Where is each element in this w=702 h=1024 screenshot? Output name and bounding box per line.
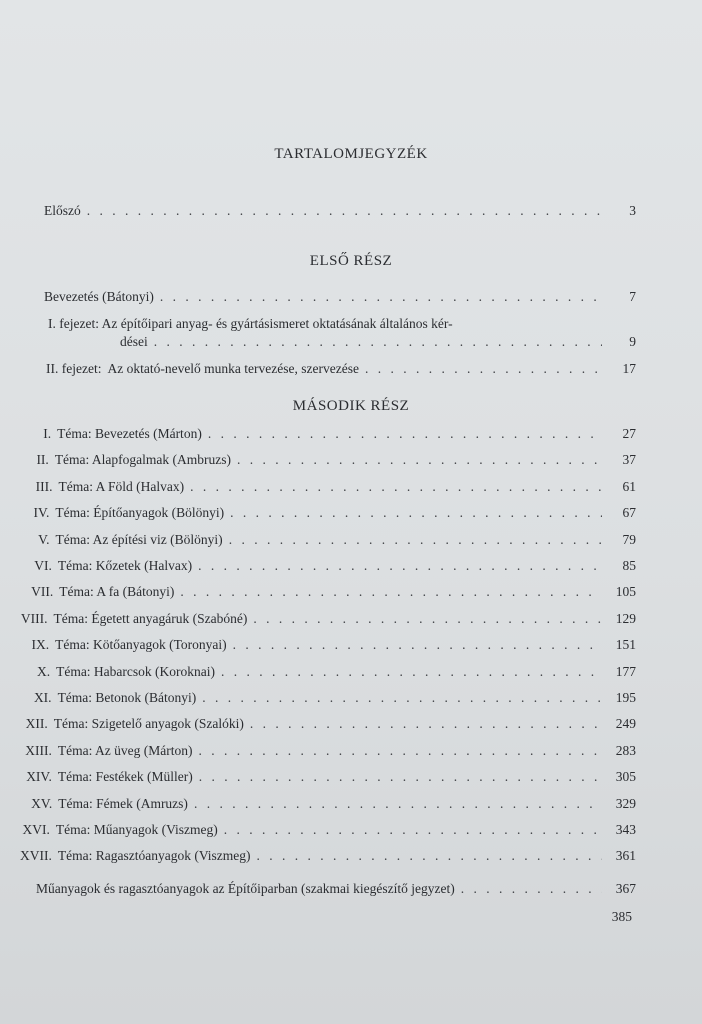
entry-title: Téma: Alapfogalmak (Ambruzs) <box>54 452 232 467</box>
toc-entry-intro <box>44 289 636 305</box>
entry-title: Téma: A fa (Bátonyi) <box>59 584 175 599</box>
entry-page: 343 <box>615 822 636 837</box>
dot-leader <box>154 334 602 350</box>
topic-number: II. <box>36 452 49 467</box>
entry-title: Téma: Ragasztóanyagok (Viszmeg) <box>57 848 251 863</box>
toc-entry-topic <box>20 452 636 468</box>
dot-leader <box>199 769 602 785</box>
entry-page: 329 <box>615 796 636 811</box>
part2-heading: MÁSODIK RÉSZ <box>292 398 410 414</box>
topic-number: XVII. <box>20 848 52 863</box>
toc-entry-topic <box>20 743 636 759</box>
toc-entry-topic <box>20 505 636 521</box>
entry-page: 67 <box>622 505 636 520</box>
toc-entry-topic <box>20 769 636 785</box>
part1-heading: ELSŐ RÉSZ <box>309 253 393 269</box>
dot-leader <box>194 796 602 812</box>
entry-page: 105 <box>615 584 636 599</box>
topic-number: XIII. <box>25 743 52 758</box>
entry-title: Bevezetés (Bátonyi) <box>44 289 154 304</box>
toc-entry-topic <box>20 637 636 653</box>
toc-entry-chapter2 <box>46 361 636 377</box>
toc-entry-topic <box>20 584 636 600</box>
topic-number: VIII. <box>20 611 48 626</box>
toc-entry-topic <box>20 716 636 732</box>
entry-title: Téma: Kötőanyagok (Toronyai) <box>55 637 227 652</box>
dot-leader <box>237 452 602 468</box>
dot-leader <box>198 558 602 574</box>
entry-page: 249 <box>615 716 636 731</box>
entry-title: Téma: Bevezetés (Márton) <box>57 426 202 441</box>
toc-entry-supplement <box>36 881 636 897</box>
dot-leader <box>365 361 602 377</box>
entry-page: 27 <box>622 426 636 441</box>
chapter-title-line2: dései <box>120 334 148 349</box>
dot-leader <box>202 690 602 706</box>
toc-entry-foreword <box>44 203 636 219</box>
entry-title: Téma: Szigetelő anyagok (Szalóki) <box>53 716 244 731</box>
topic-number: III. <box>35 479 53 494</box>
last-page-number: 385 <box>611 909 632 924</box>
dot-leader <box>160 289 602 305</box>
chapter-number: II. fejezet: <box>46 361 102 376</box>
dot-leader <box>233 637 602 653</box>
dot-leader <box>224 822 602 838</box>
toc-entry-topic <box>20 479 636 495</box>
entry-page: 61 <box>622 479 636 494</box>
entry-page: 151 <box>615 637 636 652</box>
dot-leader <box>229 532 602 548</box>
entry-page: 305 <box>615 769 636 784</box>
topic-number: X. <box>36 664 51 679</box>
toc-entry-chapter1-line1 <box>48 316 453 332</box>
toc-entry-topic <box>20 664 636 680</box>
dot-leader <box>221 664 602 680</box>
chapter-number: I. fejezet: <box>48 316 99 331</box>
entry-title: Előszó <box>44 203 81 218</box>
chapter-title-line1: Az építőipari anyag- és gyártásismeret oktatásának általános kér- <box>101 316 453 331</box>
entry-title: Téma: Festékek (Müller) <box>57 769 193 784</box>
topic-number: VI. <box>34 558 52 573</box>
topic-number: I. <box>43 426 52 441</box>
dot-leader <box>87 203 602 219</box>
entry-title: Téma: Betonok (Bátonyi) <box>57 690 197 705</box>
entry-title: Téma: Égetett anyagáruk (Szabóné) <box>53 611 248 626</box>
dot-leader <box>180 584 602 600</box>
entry-title: Téma: A Föld (Halvax) <box>58 479 185 494</box>
entry-page: 361 <box>615 848 636 863</box>
topic-number: XII. <box>25 716 48 731</box>
entry-page: 177 <box>615 664 636 679</box>
toc-entry-topic <box>20 690 636 706</box>
entry-title: Téma: Az építési viz (Bölönyi) <box>55 532 223 547</box>
topic-number: VII. <box>31 584 54 599</box>
entry-title: Téma: Az üveg (Márton) <box>57 743 193 758</box>
dot-leader <box>230 505 602 521</box>
entry-title: Téma: Műanyagok (Viszmeg) <box>55 822 218 837</box>
entry-page: 195 <box>615 690 636 705</box>
toc-entry-topic <box>20 558 636 574</box>
toc-entry-topic <box>20 822 636 838</box>
entry-page: 283 <box>615 743 636 758</box>
dot-leader <box>257 848 603 864</box>
contents-title: TARTALOMJEGYZÉK <box>274 146 428 162</box>
dot-leader <box>198 743 602 759</box>
entry-page: 85 <box>622 558 636 573</box>
dot-leader <box>190 479 602 495</box>
topic-number: XI. <box>33 690 52 705</box>
dot-leader <box>250 716 602 732</box>
entry-title: Műanyagok és ragasztóanyagok az Építőiparban (szakmai kiegészítő jegyzet) <box>36 881 455 896</box>
entry-page: 367 <box>615 881 636 896</box>
entry-page: 37 <box>622 452 636 467</box>
dot-leader <box>461 881 602 897</box>
entry-page: 17 <box>622 361 636 376</box>
entry-title: Téma: Építőanyagok (Bölönyi) <box>55 505 225 520</box>
entry-title: Téma: Fémek (Amruzs) <box>58 796 188 811</box>
entry-page: 3 <box>629 203 636 218</box>
toc-entry-topic <box>20 611 636 627</box>
entry-page: 7 <box>629 289 636 304</box>
entry-page: 79 <box>622 532 636 547</box>
entry-title: Téma: Kőzetek (Halvax) <box>57 558 193 573</box>
dot-leader <box>208 426 602 442</box>
entry-title: Téma: Habarcsok (Koroknai) <box>56 664 216 679</box>
entry-page: 129 <box>615 611 636 626</box>
toc-entry-topic <box>20 796 636 812</box>
toc-entry-topic <box>20 532 636 548</box>
topic-number: IV. <box>33 505 50 520</box>
dot-leader <box>253 611 602 627</box>
topic-number: XV. <box>31 796 53 811</box>
toc-entry-topic <box>20 426 636 442</box>
topic-number: XIV. <box>26 769 52 784</box>
toc-entry-chapter1-line2 <box>120 334 636 350</box>
topic-number: V. <box>38 532 50 547</box>
topic-number: XVI. <box>22 822 50 837</box>
entry-page: 9 <box>629 334 636 349</box>
topic-number: IX. <box>31 637 50 652</box>
toc-entry-topic <box>20 848 636 864</box>
entry-title: Az oktató-nevelő munka tervezése, szervezése <box>107 361 359 376</box>
